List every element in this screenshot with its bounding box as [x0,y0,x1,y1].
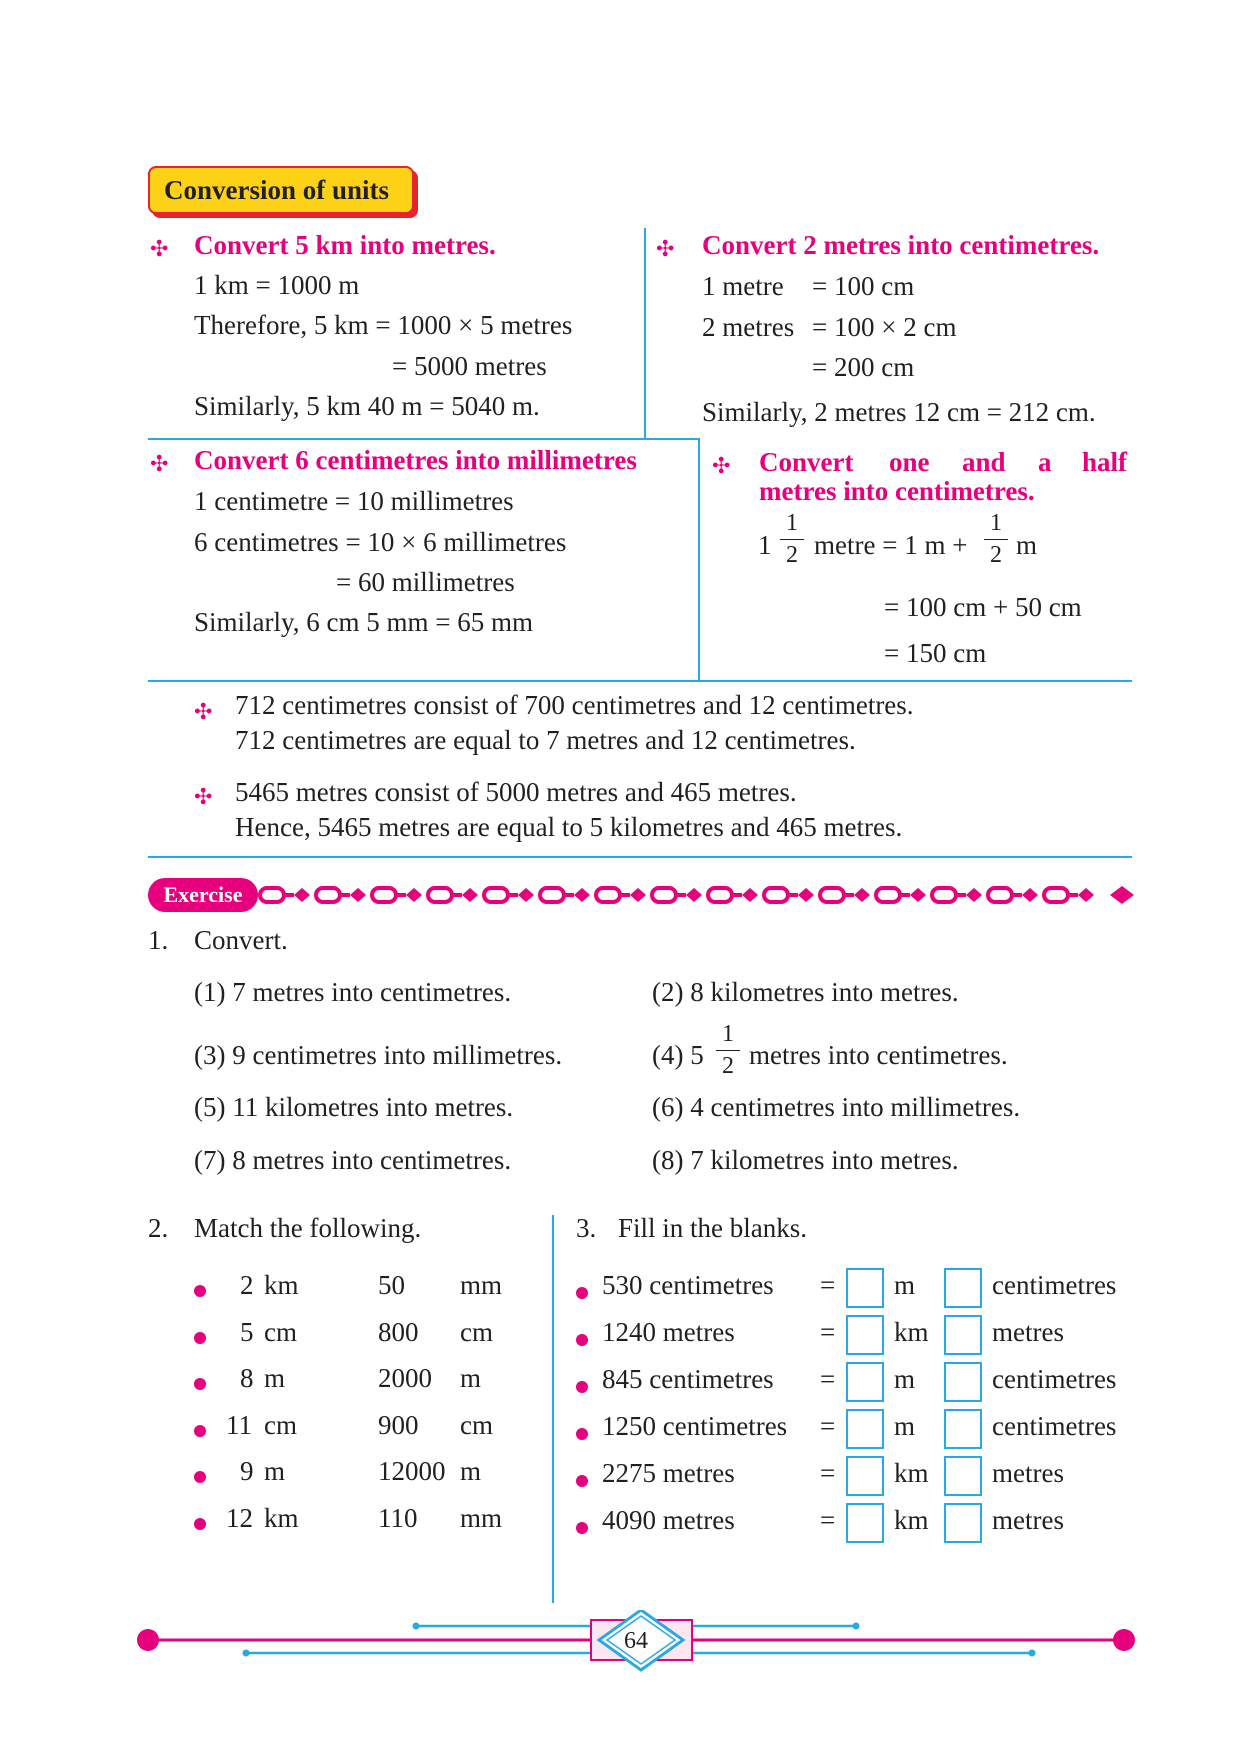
answer-box[interactable] [944,1362,982,1402]
unit-label: km [894,1458,929,1488]
chain-diamond-icon [742,888,758,902]
s2-line: = 100 × 2 cm [812,312,957,342]
fill-left: 1250 centimetres [602,1411,788,1441]
chain-diamond-icon [350,888,366,902]
note-line: 712 centimetres are equal to 7 metres and 12 centimetres. [235,725,856,755]
chain-link-icon [316,888,340,902]
fill-left: 4090 metres [602,1505,735,1535]
s1-line: Therefore, 5 km = 1000 × 5 metres [194,310,573,340]
divider-v3 [552,1215,554,1603]
q1-item: (7) 8 metres into centimetres. [194,1145,512,1175]
unit-label: m [894,1411,916,1441]
s1-line: 1 km = 1000 m [194,270,360,300]
bullet-dot-icon [576,1475,588,1487]
decorative-chain-border [258,880,1134,910]
s4-heading-word: and [962,447,1006,477]
divider-h2 [148,680,1132,682]
chain-diamond-icon [910,888,926,902]
s2-line: = 200 cm [812,352,915,382]
answer-box[interactable] [944,1409,982,1449]
s3-heading: Convert 6 centimetres into millimetres [194,445,637,475]
fill-left: 530 centimetres [602,1270,774,1300]
unit-label: metres [992,1505,1064,1535]
s2-heading: Convert 2 metres into centimetres. [702,230,1100,260]
fill-left: 1240 metres [602,1317,735,1347]
q1-text: Convert. [194,925,288,955]
note-line: Hence, 5465 metres are equal to 5 kilometres and 465 metres. [235,812,903,842]
equals-sign: = [820,1505,836,1535]
chain-link-icon [1044,888,1068,902]
s4-line: = 150 cm [884,638,987,668]
q1-item: (5) 11 kilometres into metres. [194,1092,514,1122]
s3-line: = 60 millimetres [336,567,515,597]
bullet-star-icon: ✣ [194,699,213,724]
s1-line: = 5000 metres [392,351,547,381]
s3-line: 6 centimetres = 10 × 6 millimetres [194,527,567,557]
chain-diamond-icon [798,888,814,902]
s2-line: Similarly, 2 metres 12 cm = 212 cm. [702,397,1096,427]
q1-item: (8) 7 kilometres into metres. [652,1145,959,1175]
divider-v2 [698,438,700,680]
q1-item: (2) 8 kilometres into metres. [652,977,959,1007]
equals-sign: = [820,1317,836,1347]
answer-box[interactable] [944,1315,982,1355]
bullet-dot-icon [576,1522,588,1534]
chain-link-icon [260,888,284,902]
bullet-star-icon: ✣ [150,236,169,261]
fill-left: 845 centimetres [602,1364,774,1394]
q1-fraction: 1 2 [716,1021,740,1080]
answer-box[interactable] [846,1503,884,1543]
answer-box[interactable] [846,1456,884,1496]
note-line: 712 centimetres consist of 700 centimetres and 12 centimetres. [235,690,914,720]
equals-sign: = [820,1364,836,1394]
bullet-star-icon: ✣ [712,453,731,478]
chain-diamond-icon [518,888,534,902]
chain-link-icon [820,888,844,902]
s2-line: = 100 cm [812,271,915,301]
q1-item: (1) 7 metres into centimetres. [194,977,512,1007]
footer-dot-icon [137,1629,159,1651]
bullet-star-icon: ✣ [656,236,675,261]
bullet-dot-icon [576,1381,588,1393]
bullet-star-icon: ✣ [150,451,169,476]
chain-diamond-icon [1078,888,1094,902]
q1-item: (6) 4 centimetres into millimetres. [652,1092,1021,1122]
bullet-dot-icon [576,1334,588,1346]
chain-diamond-icon [406,888,422,902]
note-line: 5465 metres consist of 5000 metres and 465 metres. [235,777,797,807]
equals-sign: = [820,1458,836,1488]
chain-link-icon [708,888,732,902]
s3-line: 1 centimetre = 10 millimetres [194,486,514,516]
s4-line: m [1016,530,1038,560]
page-number: 64 [624,1628,648,1654]
unit-label: centimetres [992,1411,1117,1441]
answer-box[interactable] [846,1409,884,1449]
chain-link-icon [988,888,1012,902]
unit-label: centimetres [992,1270,1117,1300]
chain-diamond-icon [462,888,478,902]
unit-label: metres [992,1317,1064,1347]
bullet-dot-icon [576,1428,588,1440]
bullet-dot-icon [576,1287,588,1299]
equals-sign: = [820,1270,836,1300]
answer-box[interactable] [846,1268,884,1308]
q3-text: Fill in the blanks. [618,1213,807,1243]
chain-link-icon [372,888,396,902]
answer-box[interactable] [846,1362,884,1402]
unit-label: km [894,1505,929,1535]
s4-line: metre = 1 m + [814,530,968,560]
exercise-label: Exercise [148,878,258,912]
s4-fraction: 1 2 [984,510,1008,569]
s4-heading-word: Convert [759,447,854,477]
divider-h1 [148,438,700,440]
chain-diamond-icon [294,888,310,902]
unit-label: metres [992,1458,1064,1488]
s4-whole: 1 [758,530,772,560]
answer-box[interactable] [944,1268,982,1308]
s2-line: 1 metre [702,271,784,301]
q2-text: Match the following. [194,1213,422,1243]
chain-link-icon [596,888,620,902]
unit-label: m [894,1270,916,1300]
q1-item: (3) 9 centimetres into millimetres. [194,1040,563,1070]
q1-number: 1. [148,925,169,955]
s4-heading-word: a [1038,447,1052,477]
chain-link-icon [764,888,788,902]
section-title: Conversion of units [148,166,414,214]
chain-diamond-icon [854,888,870,902]
answer-box[interactable] [846,1315,884,1355]
chain-diamond-icon [686,888,702,902]
q2-number: 2. [148,1213,169,1243]
unit-label: km [894,1317,929,1347]
chain-diamond-icon [574,888,590,902]
equals-sign: = [820,1411,836,1441]
answer-box[interactable] [944,1456,982,1496]
s4-heading-word: half [1082,447,1128,477]
chain-link-icon [428,888,452,902]
chain-diamond-icon [630,888,646,902]
s4-line: = 100 cm + 50 cm [884,592,1082,622]
q1-item: metres into centimetres. [749,1040,1008,1070]
chain-link-icon [932,888,956,902]
s4-heading-word: one [889,447,930,477]
unit-label: centimetres [992,1364,1117,1394]
q1-item: (4) 5 [652,1040,704,1070]
bullet-star-icon: ✣ [194,784,213,809]
chain-diamond-icon [1022,888,1038,902]
chain-end-diamond-icon [1110,886,1134,904]
chain-link-icon [876,888,900,902]
divider-h3 [148,856,1132,858]
s3-line: Similarly, 6 cm 5 mm = 65 mm [194,607,533,637]
s1-line: Similarly, 5 km 40 m = 5040 m. [194,391,540,421]
q3-number: 3. [576,1213,597,1243]
chain-link-icon [652,888,676,902]
s4-fraction: 1 2 [780,510,804,569]
chain-diamond-icon [966,888,982,902]
chain-link-icon [540,888,564,902]
footer-dot-icon [1113,1629,1135,1651]
unit-label: m [894,1364,916,1394]
answer-box[interactable] [944,1503,982,1543]
divider-v1 [644,228,646,438]
s4-heading-line2: metres into centimetres. [759,476,1035,506]
s2-line: 2 metres [702,312,795,342]
s1-heading: Convert 5 km into metres. [194,230,496,260]
fill-left: 2275 metres [602,1458,735,1488]
chain-link-icon [484,888,508,902]
